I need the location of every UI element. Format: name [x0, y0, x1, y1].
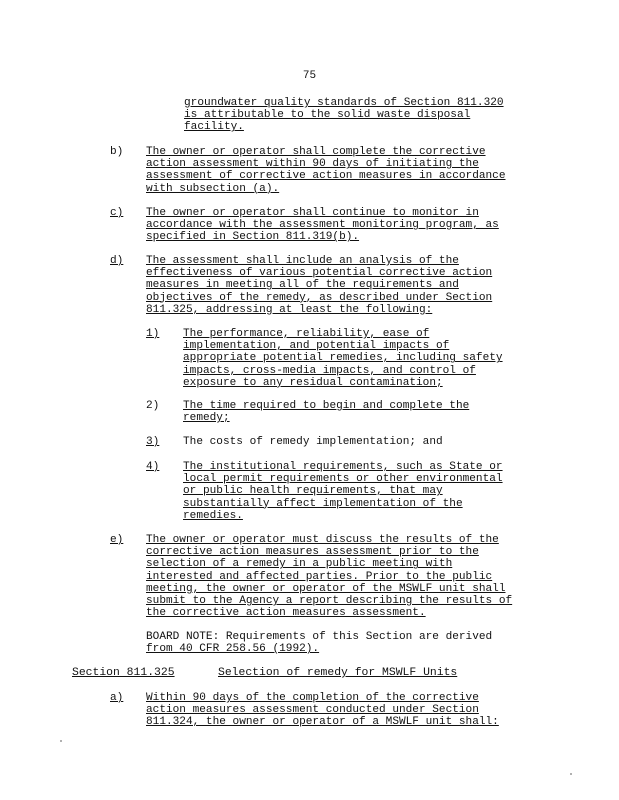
text-line: the corrective action measures assessment. — [146, 607, 426, 620]
item-1-label: 1) — [146, 328, 160, 340]
text-line: The owner or operator shall complete the corrective — [146, 146, 486, 158]
text-line: The assessment shall include an analysis of the — [146, 255, 459, 267]
text-line: The owner or operator shall continue to monitor in — [146, 207, 479, 219]
text-line: remedy; — [183, 412, 230, 425]
text-line: Within 90 days of the completion of the corrective — [146, 692, 479, 704]
text-line: accordance with the assessment monitoring program, as — [146, 219, 499, 232]
text-line: groundwater quality standards of Section 811.320 — [184, 97, 504, 109]
text-line: action assessment within 90 days of initiating the — [146, 158, 479, 171]
para-b-label: b) — [110, 146, 124, 158]
text-line: local permit requirements or other environmental — [183, 473, 503, 486]
section-number: Section 811.325 — [72, 667, 175, 679]
para-d-text — [146, 255, 492, 316]
text-line: corrective action measures assessment prior to the — [146, 546, 479, 559]
para-a-text — [146, 692, 499, 729]
scan-speck — [60, 740, 62, 742]
text-line: objectives of the remedy, as described under Section — [146, 291, 493, 304]
section-title: Selection of remedy for MSWLF Units — [218, 667, 458, 679]
item-3-text — [183, 436, 443, 448]
text-line: appropriate potential remedies, including safety — [183, 352, 503, 365]
text-line: or public health requirements, that may — [183, 485, 443, 498]
text-line: from 40 CFR 258.56 (1992). — [146, 643, 320, 656]
text-line: implementation, and potential impacts of — [183, 340, 450, 353]
item-2-label: 2) — [146, 400, 160, 412]
para-b-text — [146, 146, 506, 195]
text-line: measures in meeting all of the requirements and — [146, 279, 459, 292]
text-line: The costs of remedy implementation; and — [183, 436, 443, 448]
text-line: The institutional requirements, such as State or — [183, 461, 503, 473]
text-line: exposure to any residual contamination; — [183, 376, 443, 389]
text-line: submit to the Agency a report describing the results of — [146, 595, 513, 608]
text-line: 811.325, addressing at least the following: — [146, 303, 433, 316]
text-line: The time required to begin and complete the — [183, 400, 470, 412]
item-4-label: 4) — [146, 461, 160, 473]
text-line: substantially affect implementation of the — [183, 497, 463, 510]
text-line: meeting, the owner or operator of the MSWLF unit shall — [146, 582, 506, 595]
text-line: selection of a remedy in a public meeting with — [146, 558, 453, 571]
item-2-text — [183, 400, 469, 424]
text-line: specified in Section 811.319(b). — [146, 231, 360, 244]
item-3-label: 3) — [146, 436, 160, 448]
text-line: with subsection (a). — [146, 182, 280, 195]
item-4-text — [183, 461, 503, 522]
text-line: impacts, cross-media impacts, and control of — [183, 364, 476, 377]
text-line: 811.324, the owner or operator of a MSWLF unit shall: — [146, 716, 499, 729]
text-line: is attributable to the solid waste disposal — [184, 109, 471, 122]
text-line: effectiveness of various potential corrective action — [146, 267, 493, 280]
para-c-text — [146, 207, 499, 244]
board-note — [146, 631, 492, 655]
para-d-label: d) — [110, 255, 124, 267]
text-line: interested and affected parties. Prior to the public — [146, 570, 493, 583]
page-number: 75 — [302, 70, 317, 82]
text-line: remedies. — [183, 509, 243, 522]
text-line: The owner or operator must discuss the results of the — [146, 534, 499, 546]
scan-speck — [570, 773, 572, 775]
para-e-label: e) — [110, 534, 124, 546]
intro-paragraph — [184, 97, 504, 134]
para-c-label: c) — [110, 207, 124, 219]
item-1-text — [183, 328, 503, 389]
para-a-label: a) — [110, 692, 124, 704]
text-line: facility. — [184, 121, 244, 134]
para-e-text — [146, 534, 512, 619]
text-line: assessment of corrective action measures in accordance — [146, 170, 506, 183]
text-line: The performance, reliability, ease of — [183, 328, 430, 340]
text-line: BOARD NOTE: Requirements of this Section are derived — [146, 631, 493, 643]
text-line: action measures assessment conducted under Section — [146, 704, 479, 717]
